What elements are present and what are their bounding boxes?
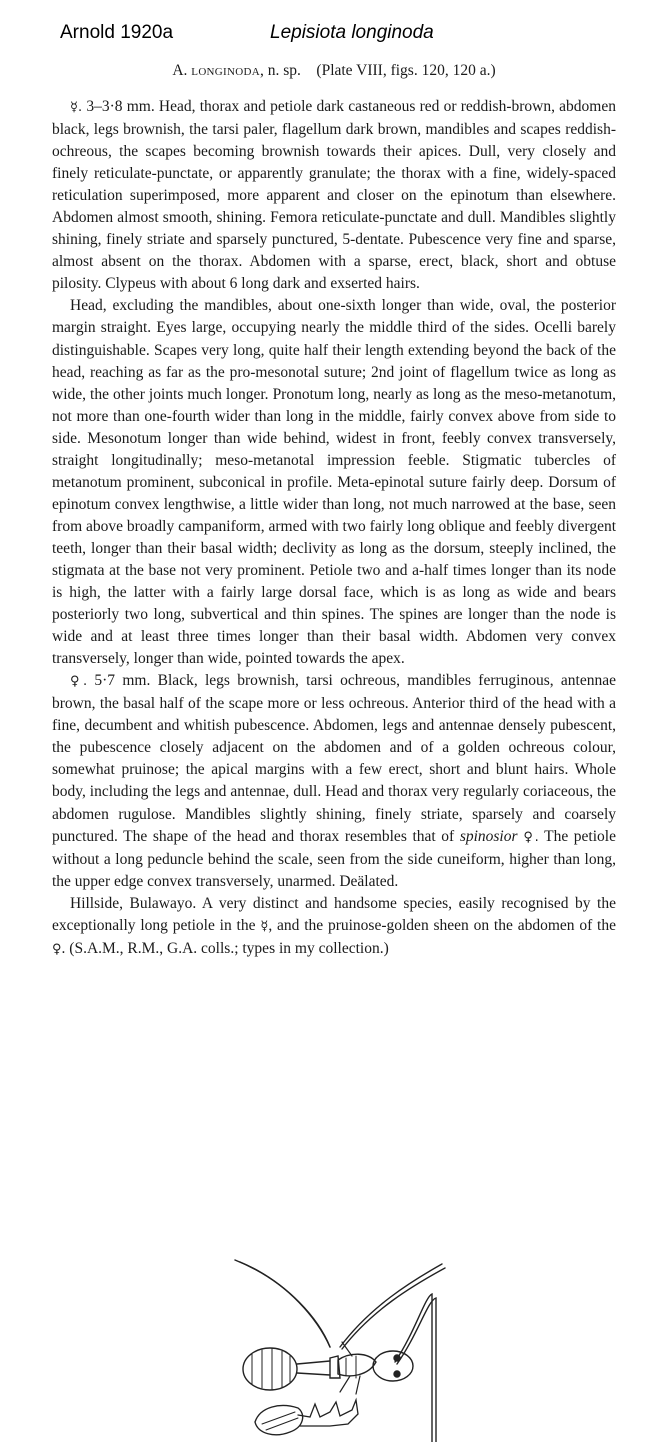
header-author: Arnold 1920a	[60, 22, 174, 43]
description-body	[52, 96, 616, 961]
head	[373, 1351, 413, 1381]
title-rest: , n. sp. (Plate VIII, figs. 120, 120 a.)	[260, 62, 496, 79]
petiole-profile	[255, 1406, 303, 1435]
page-header	[60, 22, 620, 52]
female-description	[52, 670, 616, 892]
female-text-a: 5·7 mm. Black, legs brownish, tarsi ochreous, mandibles ferruginous, antennae brown, the basal half of the scape more or less ochreous. Anterior third of the head with a fine, decumbent and whitish pubescence. Abdomen, legs and antennae densely pubescent, the pubescence closely adjacent on the abdomen and of a golden ochreous colour, somewhat pruinose; the apical margins with a few erect, short and blunt hairs. Whole body, including the legs and antennae, dull. Head and thorax very regularly coriaceous, the abdomen rugulose. Mandibles slightly shining, finely striate, sparsely and coarsely punctured. The shape of the head and thorax resembles that of	[52, 672, 617, 845]
worker-symbol-inline: ☿	[260, 918, 269, 934]
header-taxon: Lepisiota longinoda	[270, 22, 434, 43]
antenna-right	[340, 1264, 442, 1347]
female-symbol-inline: ♀	[52, 941, 62, 957]
worker-text: 3–3·8 mm. Head, thorax and petiole dark castaneous red or reddish-brown, abdomen black, legs brownish, the tarsi paler, flagellum dark brown, mandibles and scapes reddish-ochreous, the scapes becoming brownish towards their apices. Dull, very closely and finely reticulate-punctate, or apparently granulate; the thorax with a fine, widely-spaced reticulation superimposed, more apparent and closer on the epinotum than elsewhere. Abdomen almost smooth, shining. Femora reticulate-punctate and dull. Mandibles slightly shining, finely striate and sparsely punctured, 5-dentate. Pubescence very fine and sparse, almost absent on the thorax. Abdomen with a sparse, erect, black, short and obtuse pilosity. Clypeus with about 6 long dark and exserted hairs.	[52, 98, 616, 293]
ant-illustration	[180, 1252, 500, 1442]
female-symbol: ♀.	[70, 674, 88, 690]
morphology-text: Head, excluding the mandibles, about one-sixth longer than wide, oval, the posterior margin straight. Eyes large, occupying nearly the middle third of the sides. Ocelli barely distinguishable. Scapes very long, quite half their length extending beyond the back of the head, reaching as far as the pro-mesonotal suture; 2nd joint of flagellum twice as long as wide, the other joints much longer. Pronotum long, nearly as long as the meso-metanotum, not more than one-fourth wider than long in the middle, fairly convex above from side to side. Mesonotum longer than wide behind, widest in front, feebly convex transversely, straight longitudinally; meso-metanotal impression feeble. Stigmatic tubercles of metanotum prominent, subconical in profile. Meta-epinotal suture fairly deep. Dorsum of epinotum convex lengthwise, a little wider than long, not much narrowed at the base, seen from above broadly campaniform, armed with two fairly long oblique and feebly divergent teeth, longer than their basal width; declivity as long as the dorsum, steeply inclined, the stigmata at the base not very prominent. Petiole two and a-half times longer than its node is high, the latter with a fairly large dorsal face, which is as long as wide and bears posteriorly two long, subvertical and thin spines. The spines are longer than the node is wide and at least three times longer than their basal width. Abdomen very convex transversely, longer than wide, pointed towards the apex.	[52, 297, 617, 668]
female-symbol-2: ♀.	[517, 829, 539, 845]
female-italic-species: spinosior	[459, 827, 518, 845]
antenna-left	[235, 1260, 330, 1347]
abdomen	[243, 1348, 297, 1390]
species-title	[52, 62, 616, 80]
worker-description	[52, 96, 616, 295]
petiole	[297, 1361, 330, 1375]
thorax	[338, 1354, 376, 1376]
female-text-b: The petiole without a long peduncle behind the scale, seen from the side cuneiform, higher than long, the upper edge convex transversely, unarmed. Deälated.	[52, 827, 616, 890]
locality-text-b: , and the pruinose-golden sheen on the abdomen of the	[268, 916, 616, 934]
ant-figure	[180, 1252, 500, 1442]
title-name: longinoda	[191, 62, 260, 79]
locality-text-a: Hillside, Bulawayo. A very distinct and handsome species, easily recognised by the exceptionally long petiole in the	[52, 894, 616, 934]
morphology-description	[52, 295, 616, 670]
locality-paragraph	[52, 893, 616, 961]
title-prefix: A.	[172, 62, 188, 79]
locality-text-c: . (S.A.M., R.M., G.A. colls.; types in my collection.)	[61, 939, 389, 957]
worker-symbol: ☿.	[70, 100, 83, 115]
